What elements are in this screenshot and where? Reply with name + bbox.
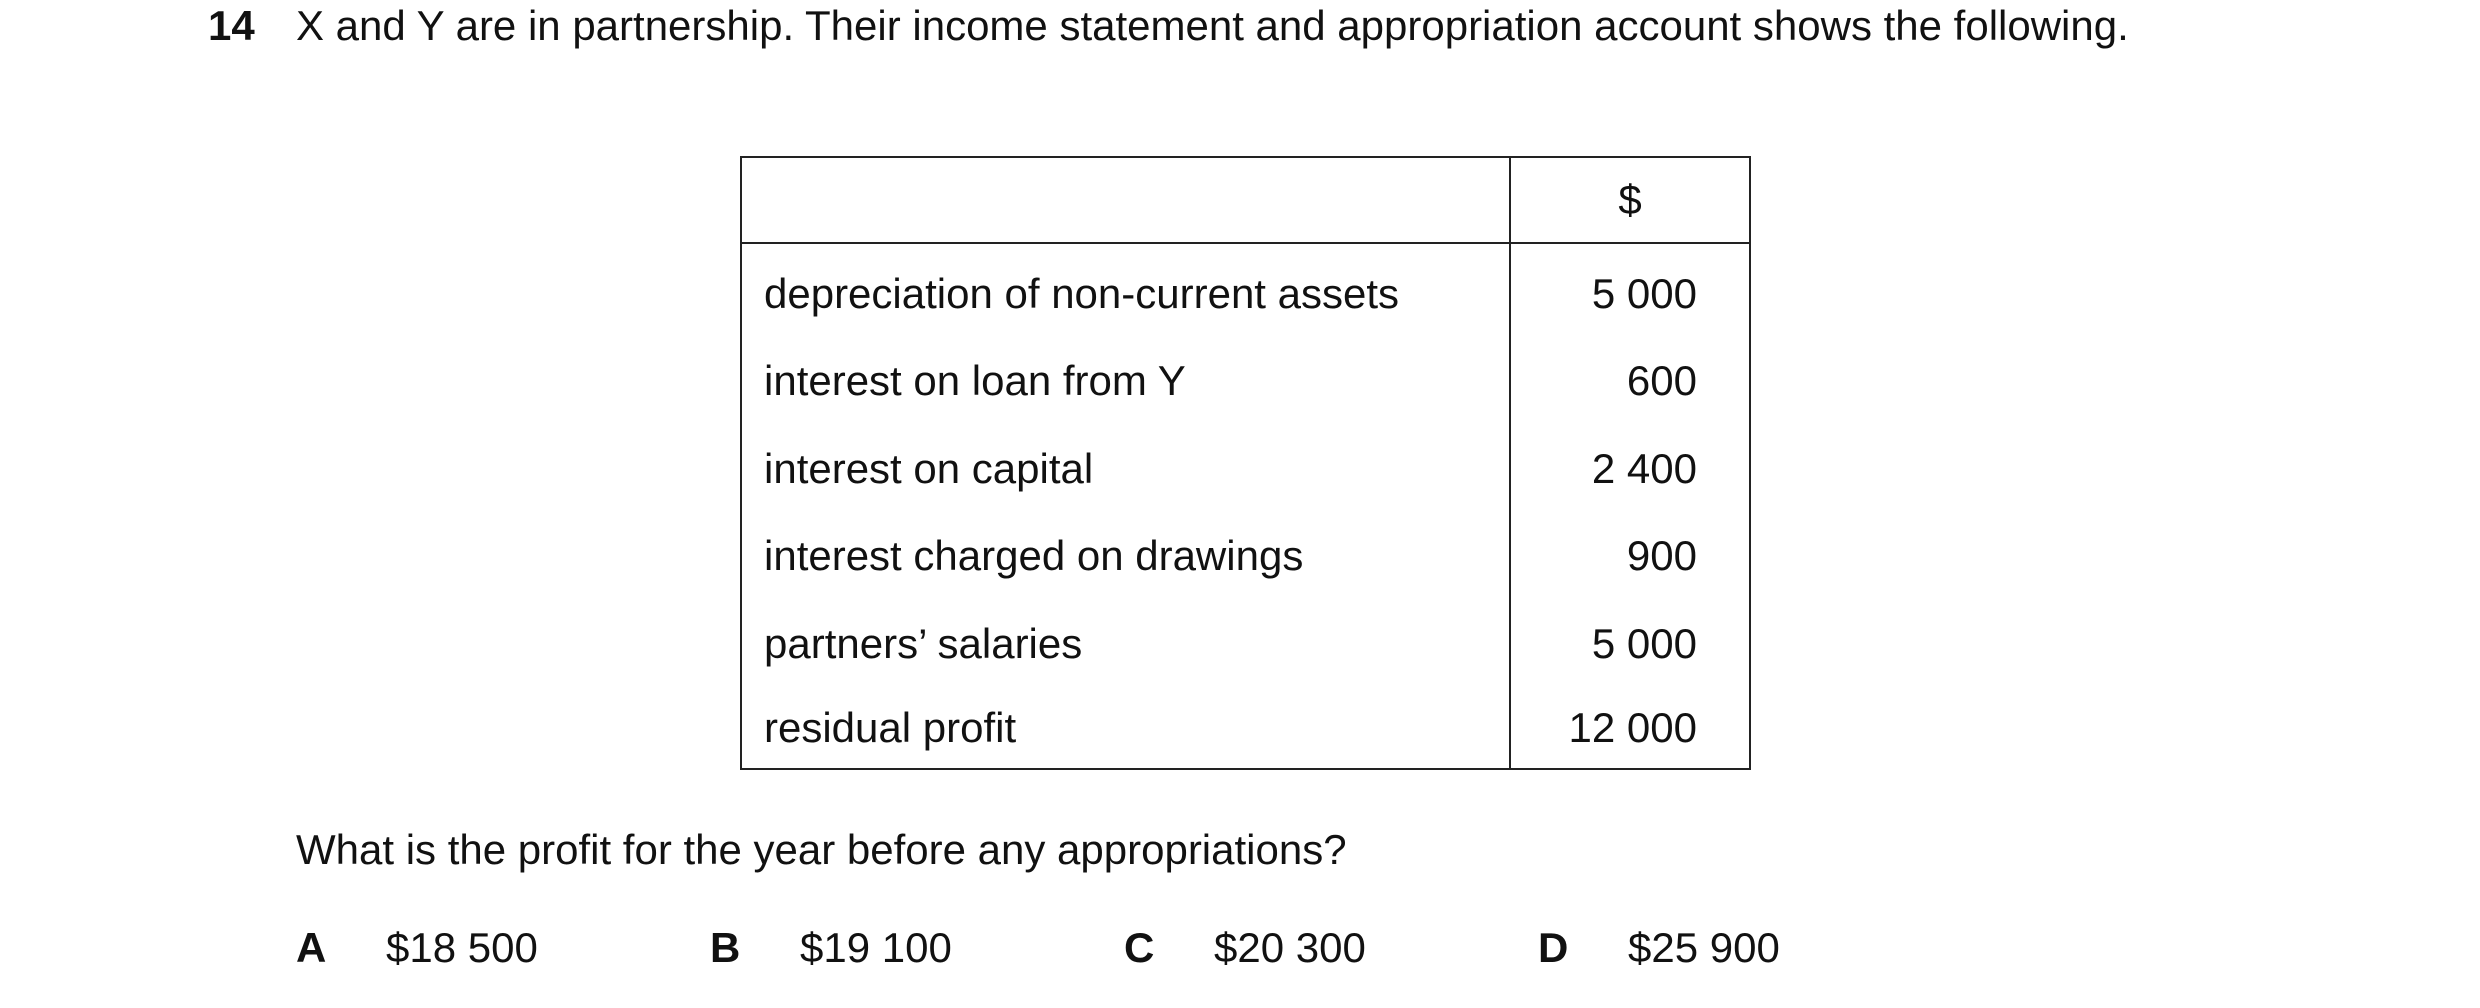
- row-amount: 12 000: [1510, 688, 1750, 769]
- appropriation-table: [740, 156, 1751, 770]
- row-label: interest charged on drawings: [741, 513, 1510, 601]
- row-amount: 2 400: [1510, 425, 1750, 513]
- option-letter: C: [1124, 924, 1155, 971]
- option-letter: D: [1538, 924, 1569, 971]
- row-label: interest on capital: [741, 425, 1510, 513]
- table-row: [741, 688, 1750, 769]
- row-amount: 5 000: [1510, 243, 1750, 338]
- table-header-currency: $: [1510, 157, 1750, 243]
- row-label: interest on loan from Y: [741, 338, 1510, 426]
- option-a[interactable]: [296, 922, 538, 974]
- option-letter: A: [296, 924, 327, 971]
- row-label: partners’ salaries: [741, 600, 1510, 688]
- row-amount: 5 000: [1510, 600, 1750, 688]
- table-row: [741, 243, 1750, 338]
- option-d[interactable]: [1538, 922, 1780, 974]
- option-value: $19 100: [800, 924, 952, 971]
- option-c[interactable]: [1124, 922, 1366, 974]
- option-letter: B: [710, 924, 741, 971]
- table-header-row: [741, 157, 1750, 243]
- option-value: $25 900: [1628, 924, 1780, 971]
- question-stem: X and Y are in partnership. Their income statement and appropriation account shows the following.: [296, 2, 2129, 49]
- table-row: [741, 600, 1750, 688]
- row-amount: 600: [1510, 338, 1750, 426]
- table-row: [741, 513, 1750, 601]
- option-b[interactable]: [710, 922, 952, 974]
- answer-options: [296, 922, 1996, 974]
- table-row: [741, 425, 1750, 513]
- option-value: $18 500: [386, 924, 538, 971]
- question-prompt: What is the profit for the year before any appropriations?: [296, 826, 1347, 873]
- option-value: $20 300: [1214, 924, 1366, 971]
- row-label: depreciation of non-current assets: [741, 243, 1510, 338]
- row-amount: 900: [1510, 513, 1750, 601]
- table-row: [741, 338, 1750, 426]
- question-number: 14: [208, 2, 255, 49]
- table-header-label: [741, 157, 1510, 243]
- row-label: residual profit: [741, 688, 1510, 769]
